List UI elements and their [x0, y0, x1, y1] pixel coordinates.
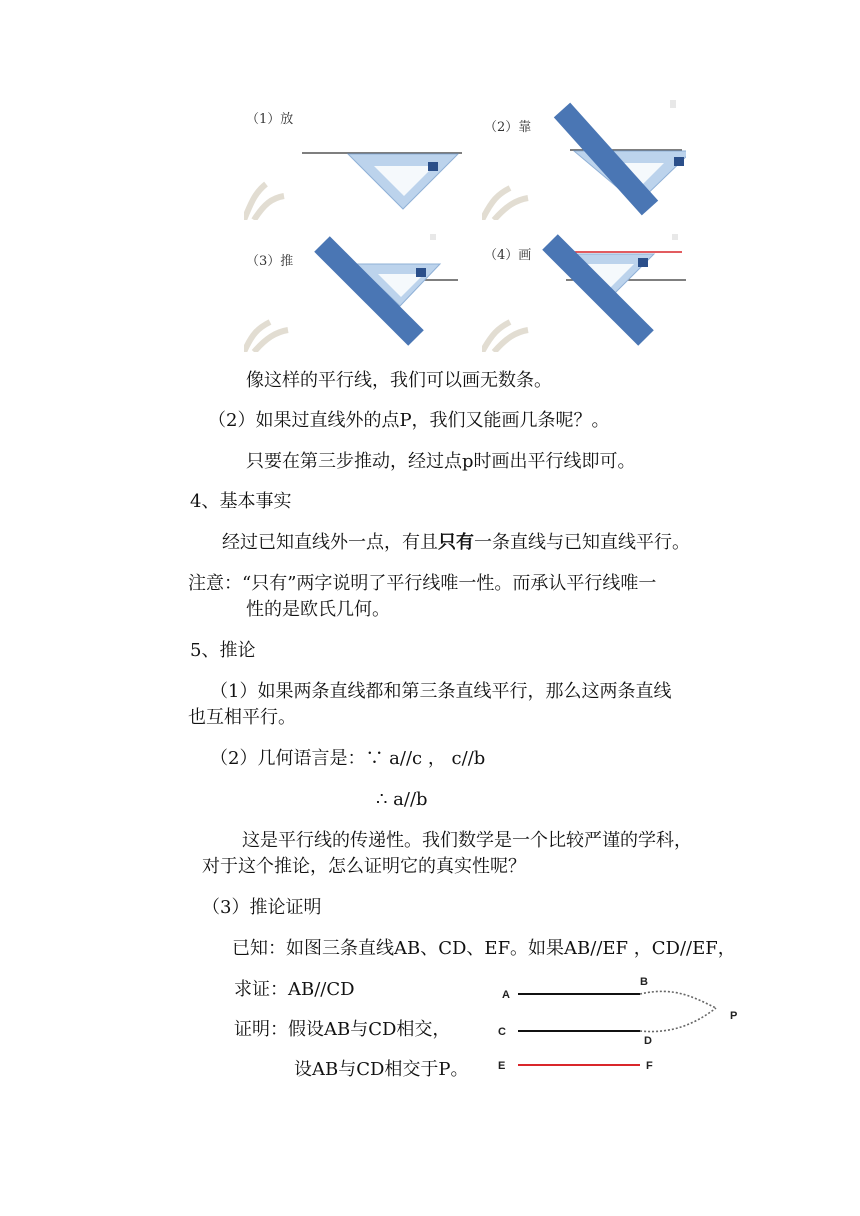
- basic-fact-statement: [222, 530, 690, 556]
- step-label-3: （3）推: [246, 254, 294, 269]
- label-d: D: [644, 1035, 652, 1047]
- note-line-2: 性的是欧氏几何。: [246, 599, 390, 620]
- ruler-and-set-square-illustration: [482, 100, 686, 220]
- step-panel-1: [244, 100, 472, 220]
- extension-ab: [640, 991, 716, 1008]
- proof-statement: 证明：假设AB与CD相交，: [234, 1019, 451, 1040]
- paragraph-infinite-lines: 像这样的平行线，我们可以画无数条。: [246, 370, 552, 391]
- proof-diagram: [490, 976, 750, 1086]
- label-a: A: [502, 989, 510, 1001]
- step-label-2: （2）靠: [484, 120, 532, 135]
- fact-text-after: 一条直线与已知直线平行。: [474, 532, 690, 553]
- step-label-4: （4）画: [484, 248, 532, 263]
- transitivity-line-1: 这是平行线的传递性。我们数学是一个比较严谨的学科，: [242, 830, 692, 851]
- step-panel-3: [244, 234, 472, 352]
- corollary-1-line-2: 也互相平行。: [188, 707, 296, 728]
- label-e: E: [498, 1060, 506, 1072]
- step-panel-4: [482, 234, 686, 352]
- transitivity-line-2: 对于这个推论，怎么证明它的真实性呢？: [202, 856, 526, 877]
- geometry-language-line-2: ∴ a//b: [376, 789, 428, 810]
- geometry-language-line-1: （2）几何语言是：∵ a//c ， c//b: [210, 748, 486, 769]
- section-heading-corollary: 5、推论: [190, 640, 256, 661]
- set-square-illustration: [244, 100, 472, 220]
- to-prove-statement: 求证：AB//CD: [234, 979, 355, 1000]
- fact-text-before: 经过已知直线外一点，有且: [222, 532, 438, 553]
- label-p: P: [730, 1010, 738, 1022]
- draw-line-illustration: [482, 234, 686, 352]
- step-label-1: （1）放: [246, 112, 294, 127]
- corollary-proof-heading: （3）推论证明: [202, 897, 322, 918]
- given-statement: 已知：如图三条直线AB、CD、EF。如果AB//EF ，CD//EF，: [232, 938, 736, 959]
- section-heading-basic-fact: 4、基本事实: [190, 491, 292, 512]
- label-f: F: [646, 1060, 653, 1072]
- step-panel-2: [482, 100, 686, 220]
- proof-statement-2: 设AB与CD相交于P。: [294, 1059, 469, 1080]
- extension-cd: [640, 1008, 716, 1032]
- label-c: C: [498, 1026, 506, 1038]
- note-line-1: 注意：“只有”两字说明了平行线唯一性。而承认平行线唯一: [188, 573, 657, 594]
- label-b: B: [640, 976, 648, 988]
- corollary-1-line-1: （1）如果两条直线都和第三条直线平行，那么这两条直线: [210, 681, 672, 702]
- question-through-point: （2）如果过直线外的点P，我们又能画几条呢？。: [208, 410, 610, 431]
- ruler-push-illustration: [244, 234, 472, 352]
- fact-text-emphasis: 只有: [438, 532, 474, 553]
- answer-push-step: 只要在第三步推动，经过点p时画出平行线即可。: [246, 451, 636, 472]
